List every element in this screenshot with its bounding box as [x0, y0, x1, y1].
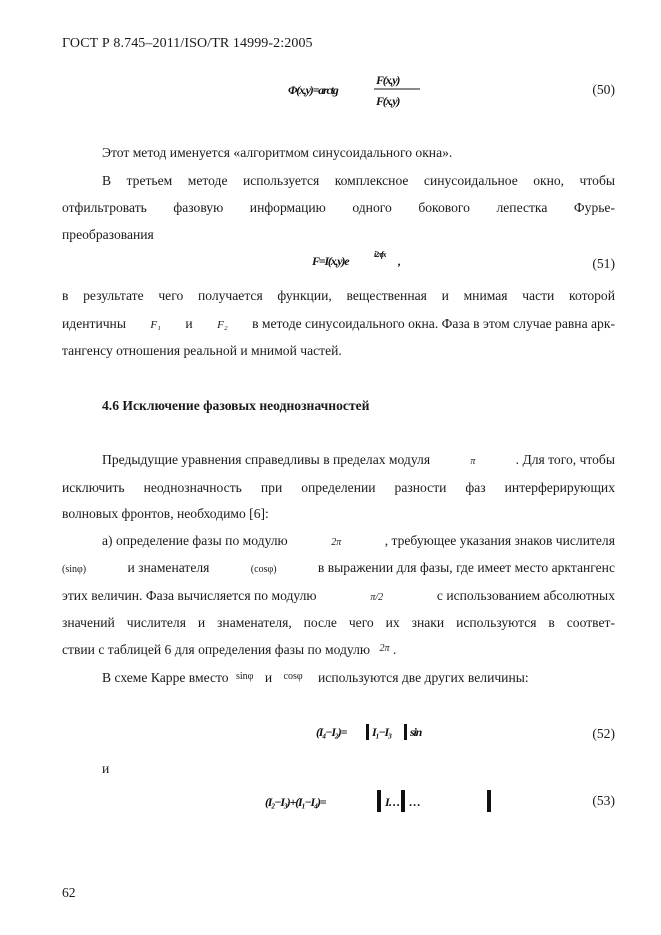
paragraph-5-text-a: В схеме Карре вместо [102, 670, 229, 685]
paragraph-5 [102, 670, 529, 686]
paragraph-3-text-b: в методе синусоидального окна. Фаза в этом случае равна арк- [252, 316, 615, 331]
sin-phi-symbol: sinφ [235, 671, 254, 682]
equation-number-52: (52) [592, 726, 615, 741]
svg-text:I…: I… [385, 795, 400, 809]
f1-symbol: F₁ [150, 319, 161, 331]
paragraph-2-line-1: В третьем методе используется комплексное синусоидальное окно, чтобы [102, 173, 615, 188]
formula-53-graphic [265, 787, 515, 815]
pi-half-symbol: π/2 [370, 592, 384, 603]
paragraph-5-text-b: используются две других величины: [318, 670, 529, 685]
paragraph-3-line-1: в результате чего получается функции, вещественная и мнимая части которой [62, 288, 615, 303]
paragraph-1: Этот метод именуется «алгоритмом синусоидального окна». [102, 145, 453, 160]
svg-text:(I₂−I₃)+(I₁−I₄)=: (I₂−I₃)+(I₁−I₄)= [265, 795, 326, 809]
svg-text:sin: sin [410, 725, 422, 739]
cos-phi-symbol: cosφ [283, 671, 303, 682]
paragraph-4-line-1 [102, 452, 615, 468]
svg-text:…: … [409, 795, 420, 809]
item-a-line-1 [102, 533, 615, 549]
item-a-text-c: и знаменателя [127, 560, 210, 575]
paragraph-3-and: и [185, 316, 193, 331]
svg-text:F(x,y): F(x,y) [376, 73, 400, 87]
cos-phi-paren: (cosφ) [250, 564, 277, 575]
svg-text:i2πfx: i2πfx [374, 250, 386, 259]
page-number: 62 [62, 885, 76, 900]
paragraph-4-text-b: . Для того, чтобы [515, 452, 615, 467]
item-a-text-e: этих величин. Фаза вычисляется по модулю [62, 588, 317, 603]
svg-text:I₁−I₃: I₁−I₃ [372, 725, 391, 739]
item-a-line-3 [62, 588, 615, 604]
page-header: ГОСТ Р 8.745–2011/ISO/TR 14999-2:2005 [62, 36, 313, 51]
item-a-text-f: с использованием абсолютных [436, 588, 615, 603]
item-a-text-a: а) определение фазы по модулю [102, 533, 288, 548]
paragraph-4-line-3: волновых фронтов, необходимо [6]: [62, 506, 269, 521]
paragraph-3-line-2 [62, 316, 615, 332]
svg-text:,: , [398, 254, 400, 268]
item-a-text-h: . [392, 642, 397, 657]
formula-50-graphic [288, 72, 428, 108]
item-a-text-g: ствии с таблицей 6 для определения фазы по модулю [62, 642, 371, 657]
paragraph-2-line-3: преобразования [62, 227, 154, 242]
svg-text:(I₄−I₂)=: (I₄−I₂)= [316, 725, 347, 739]
sin-phi-paren: (sinφ) [62, 564, 87, 575]
item-a-line-4: значений числителя и знаменателя, после чего их знаки используются в соответ- [62, 615, 615, 630]
paragraph-3-text-a: идентичны [62, 316, 126, 331]
paragraph-5-and: и [264, 670, 273, 685]
formula-51 [312, 246, 412, 276]
formula-51-graphic [312, 246, 412, 272]
and-word: и [102, 761, 110, 776]
two-pi-symbol: 2π [331, 537, 342, 548]
svg-text:Φ(x,y)=arctg: Φ(x,y)=arctg [288, 83, 338, 97]
formula-50 [288, 72, 428, 106]
item-a-line-5 [62, 642, 396, 658]
formula-53 [265, 787, 515, 819]
pi-symbol: π [470, 456, 476, 467]
paragraph-4-text-a: Предыдущие уравнения справедливы в пределах модуля [102, 452, 431, 467]
paragraph-2-line-2: отфильтровать фазовую информацию одного бокового лепестка Фурье- [62, 200, 615, 215]
f2-symbol: F₂ [217, 319, 228, 331]
equation-number-50: (50) [592, 82, 615, 97]
two-pi-symbol-2: 2π [379, 643, 390, 654]
equation-number-51: (51) [592, 256, 615, 271]
item-a-text-b: , требующее указания знаков числителя [384, 533, 615, 548]
svg-text:F=I(x,y)e: F=I(x,y)e [312, 254, 349, 268]
equation-number-53: (53) [592, 793, 615, 808]
formula-52-graphic [316, 720, 466, 744]
svg-text:F(x,y): F(x,y) [376, 94, 400, 108]
paragraph-4-line-2: исключить неоднозначность при определении разности фаз интерферирующих [62, 480, 615, 495]
section-title: 4.6 Исключение фазовых неоднозначностей [102, 398, 370, 413]
item-a-text-d: в выражении для фазы, где имеет место арктангенс [317, 560, 615, 575]
item-a-line-2 [62, 560, 615, 576]
formula-52 [316, 720, 466, 748]
paragraph-3-line-3: тангенсу отношения реальной и мнимой частей. [62, 343, 342, 358]
